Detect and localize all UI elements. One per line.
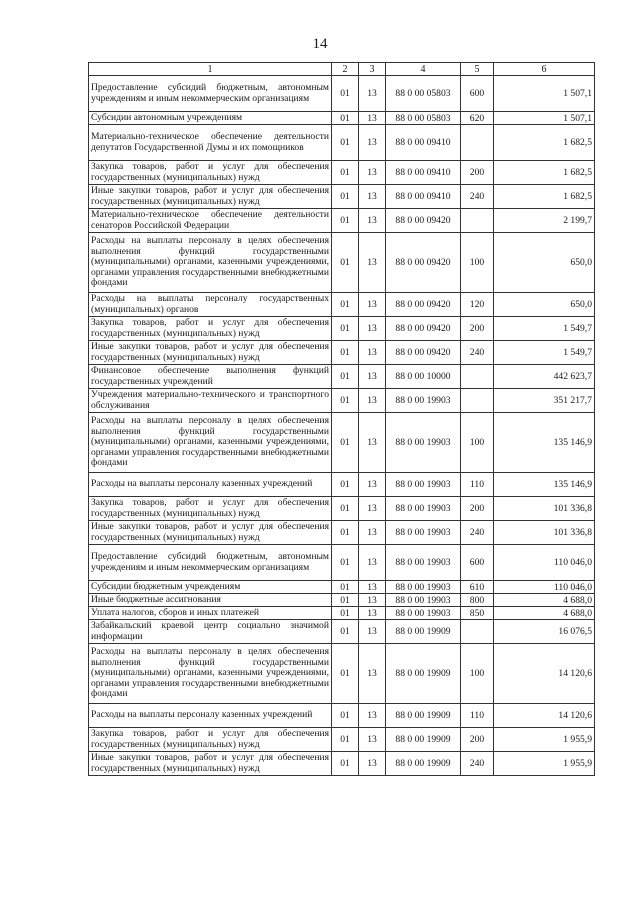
row-description: Субсидии бюджетным учреждениям bbox=[89, 581, 332, 594]
table-row bbox=[89, 497, 595, 521]
row-expense-type: 240 bbox=[461, 341, 494, 365]
row-expense-type: 110 bbox=[461, 704, 494, 728]
table-row bbox=[89, 728, 595, 752]
table-row bbox=[89, 644, 595, 704]
row-subsection: 13 bbox=[359, 233, 386, 293]
row-description: Иные бюджетные ассигнования bbox=[89, 594, 332, 607]
row-subsection: 13 bbox=[359, 644, 386, 704]
row-expense-type: 100 bbox=[461, 413, 494, 473]
row-subsection: 13 bbox=[359, 389, 386, 413]
row-amount: 1 682,5 bbox=[494, 185, 595, 209]
row-description: Иные закупки товаров, работ и услуг для обеспечения государственных (муниципальных) нужд bbox=[89, 521, 332, 545]
row-target-article: 88 0 00 19909 bbox=[386, 752, 461, 776]
row-target-article: 88 0 00 19903 bbox=[386, 497, 461, 521]
row-description: Расходы на выплаты персоналу казенных учреждений bbox=[89, 473, 332, 497]
row-amount: 1 955,9 bbox=[494, 728, 595, 752]
row-subsection: 13 bbox=[359, 728, 386, 752]
row-subsection: 13 bbox=[359, 76, 386, 112]
table-row bbox=[89, 607, 595, 620]
table-row bbox=[89, 389, 595, 413]
budget-table bbox=[88, 62, 595, 776]
row-expense-type bbox=[461, 620, 494, 644]
row-amount: 442 623,7 bbox=[494, 365, 595, 389]
row-description: Расходы на выплаты персоналу казенных учреждений bbox=[89, 704, 332, 728]
header-row bbox=[89, 63, 595, 76]
row-target-article: 88 0 00 19903 bbox=[386, 413, 461, 473]
row-amount: 110 046,0 bbox=[494, 581, 595, 594]
table-row bbox=[89, 413, 595, 473]
row-target-article: 88 0 00 09410 bbox=[386, 161, 461, 185]
row-description: Субсидии автономным учреждениям bbox=[89, 112, 332, 125]
row-subsection: 13 bbox=[359, 293, 386, 317]
table-row bbox=[89, 581, 595, 594]
row-section: 01 bbox=[332, 413, 359, 473]
row-section: 01 bbox=[332, 644, 359, 704]
table-row bbox=[89, 209, 595, 233]
row-subsection: 13 bbox=[359, 497, 386, 521]
table-row bbox=[89, 233, 595, 293]
row-subsection: 13 bbox=[359, 413, 386, 473]
row-subsection: 13 bbox=[359, 581, 386, 594]
row-subsection: 13 bbox=[359, 521, 386, 545]
table-row bbox=[89, 473, 595, 497]
row-amount: 1 682,5 bbox=[494, 125, 595, 161]
row-amount: 14 120,6 bbox=[494, 644, 595, 704]
row-section: 01 bbox=[332, 752, 359, 776]
row-target-article: 88 0 00 09420 bbox=[386, 341, 461, 365]
row-description: Предоставление субсидий бюджетным, автономным учреждениям и иным некоммерческим организациям bbox=[89, 76, 332, 112]
row-subsection: 13 bbox=[359, 607, 386, 620]
row-expense-type bbox=[461, 125, 494, 161]
column-header-2: 2 bbox=[332, 63, 359, 76]
row-expense-type bbox=[461, 209, 494, 233]
column-header-3: 3 bbox=[359, 63, 386, 76]
row-expense-type: 600 bbox=[461, 545, 494, 581]
row-description: Учреждения материально-технического и транспортного обслуживания bbox=[89, 389, 332, 413]
table-row bbox=[89, 185, 595, 209]
row-section: 01 bbox=[332, 209, 359, 233]
row-target-article: 88 0 00 19903 bbox=[386, 473, 461, 497]
table-row bbox=[89, 317, 595, 341]
row-amount: 4 688,0 bbox=[494, 594, 595, 607]
row-description: Расходы на выплаты персоналу в целях обеспечения выполнения функций государственными (муниципальными) органами, казенными учреждениями, органами управления государственными внебюджетными фондами bbox=[89, 413, 332, 473]
row-description: Закупка товаров, работ и услуг для обеспечения государственных (муниципальных) нужд bbox=[89, 317, 332, 341]
table-row bbox=[89, 112, 595, 125]
row-amount: 4 688,0 bbox=[494, 607, 595, 620]
row-subsection: 13 bbox=[359, 594, 386, 607]
row-target-article: 88 0 00 19909 bbox=[386, 644, 461, 704]
row-section: 01 bbox=[332, 125, 359, 161]
row-target-article: 88 0 00 19903 bbox=[386, 521, 461, 545]
row-description: Закупка товаров, работ и услуг для обеспечения государственных (муниципальных) нужд bbox=[89, 497, 332, 521]
row-amount: 1 549,7 bbox=[494, 341, 595, 365]
row-section: 01 bbox=[332, 594, 359, 607]
row-target-article: 88 0 00 19909 bbox=[386, 704, 461, 728]
row-target-article: 88 0 00 19903 bbox=[386, 389, 461, 413]
row-subsection: 13 bbox=[359, 317, 386, 341]
row-subsection: 13 bbox=[359, 473, 386, 497]
row-expense-type: 200 bbox=[461, 317, 494, 341]
row-section: 01 bbox=[332, 161, 359, 185]
row-section: 01 bbox=[332, 233, 359, 293]
row-amount: 650,0 bbox=[494, 233, 595, 293]
row-expense-type: 110 bbox=[461, 473, 494, 497]
row-expense-type: 240 bbox=[461, 752, 494, 776]
row-subsection: 13 bbox=[359, 185, 386, 209]
row-amount: 16 076,5 bbox=[494, 620, 595, 644]
row-amount: 351 217,7 bbox=[494, 389, 595, 413]
row-section: 01 bbox=[332, 728, 359, 752]
row-subsection: 13 bbox=[359, 704, 386, 728]
row-target-article: 88 0 00 09420 bbox=[386, 317, 461, 341]
table-row bbox=[89, 365, 595, 389]
row-description: Иные закупки товаров, работ и услуг для обеспечения государственных (муниципальных) нужд bbox=[89, 185, 332, 209]
row-subsection: 13 bbox=[359, 161, 386, 185]
table-row bbox=[89, 521, 595, 545]
row-description: Иные закупки товаров, работ и услуг для обеспечения государственных (муниципальных) нужд bbox=[89, 752, 332, 776]
row-amount: 2 199,7 bbox=[494, 209, 595, 233]
row-description: Расходы на выплаты персоналу в целях обеспечения выполнения функций государственными (муниципальными) органами, казенными учреждениями, органами управления государственными внебюджетными фондами bbox=[89, 644, 332, 704]
row-expense-type: 240 bbox=[461, 185, 494, 209]
row-description: Расходы на выплаты персоналу в целях обеспечения выполнения функций государственными (муниципальными) органами, казенными учреждениями, органами управления государственными внебюджетными фондами bbox=[89, 233, 332, 293]
row-subsection: 13 bbox=[359, 545, 386, 581]
row-target-article: 88 0 00 09410 bbox=[386, 185, 461, 209]
row-amount: 650,0 bbox=[494, 293, 595, 317]
table-row bbox=[89, 752, 595, 776]
row-subsection: 13 bbox=[359, 365, 386, 389]
column-header-4: 4 bbox=[386, 63, 461, 76]
column-header-6: 6 bbox=[494, 63, 595, 76]
table-row bbox=[89, 545, 595, 581]
row-target-article: 88 0 00 19909 bbox=[386, 620, 461, 644]
row-amount: 14 120,6 bbox=[494, 704, 595, 728]
row-description: Иные закупки товаров, работ и услуг для обеспечения государственных (муниципальных) нужд bbox=[89, 341, 332, 365]
row-description: Расходы на выплаты персоналу государственных (муниципальных) органов bbox=[89, 293, 332, 317]
column-header-5: 5 bbox=[461, 63, 494, 76]
row-expense-type: 100 bbox=[461, 233, 494, 293]
row-section: 01 bbox=[332, 497, 359, 521]
row-subsection: 13 bbox=[359, 620, 386, 644]
row-expense-type: 200 bbox=[461, 161, 494, 185]
row-description: Закупка товаров, работ и услуг для обеспечения государственных (муниципальных) нужд bbox=[89, 728, 332, 752]
row-amount: 135 146,9 bbox=[494, 413, 595, 473]
row-amount: 101 336,8 bbox=[494, 497, 595, 521]
row-target-article: 88 0 00 19903 bbox=[386, 594, 461, 607]
row-amount: 1 682,5 bbox=[494, 161, 595, 185]
row-amount: 101 336,8 bbox=[494, 521, 595, 545]
row-section: 01 bbox=[332, 293, 359, 317]
table-row bbox=[89, 341, 595, 365]
row-section: 01 bbox=[332, 76, 359, 112]
row-subsection: 13 bbox=[359, 112, 386, 125]
row-description: Предоставление субсидий бюджетным, автономным учреждениям и иным некоммерческим организациям bbox=[89, 545, 332, 581]
row-target-article: 88 0 00 19903 bbox=[386, 607, 461, 620]
row-expense-type: 800 bbox=[461, 594, 494, 607]
row-target-article: 88 0 00 19909 bbox=[386, 728, 461, 752]
row-section: 01 bbox=[332, 607, 359, 620]
row-target-article: 88 0 00 19903 bbox=[386, 581, 461, 594]
row-subsection: 13 bbox=[359, 125, 386, 161]
table-header bbox=[89, 63, 595, 76]
row-expense-type: 850 bbox=[461, 607, 494, 620]
row-subsection: 13 bbox=[359, 752, 386, 776]
row-section: 01 bbox=[332, 365, 359, 389]
row-expense-type: 600 bbox=[461, 76, 494, 112]
row-expense-type: 610 bbox=[461, 581, 494, 594]
row-section: 01 bbox=[332, 545, 359, 581]
row-section: 01 bbox=[332, 620, 359, 644]
page-number: 14 bbox=[312, 36, 328, 52]
table-row bbox=[89, 620, 595, 644]
row-description: Материально-техническое обеспечение деятельности сенаторов Российской Федерации bbox=[89, 209, 332, 233]
row-target-article: 88 0 00 05803 bbox=[386, 112, 461, 125]
row-target-article: 88 0 00 05803 bbox=[386, 76, 461, 112]
row-subsection: 13 bbox=[359, 341, 386, 365]
row-section: 01 bbox=[332, 112, 359, 125]
row-section: 01 bbox=[332, 317, 359, 341]
column-header-1: 1 bbox=[89, 63, 332, 76]
row-description: Финансовое обеспечение выполнения функций государственных учреждений bbox=[89, 365, 332, 389]
row-expense-type: 240 bbox=[461, 521, 494, 545]
table-row bbox=[89, 161, 595, 185]
row-amount: 110 046,0 bbox=[494, 545, 595, 581]
table-body bbox=[89, 76, 595, 776]
row-amount: 1 955,9 bbox=[494, 752, 595, 776]
row-section: 01 bbox=[332, 704, 359, 728]
row-expense-type: 100 bbox=[461, 644, 494, 704]
row-target-article: 88 0 00 10000 bbox=[386, 365, 461, 389]
row-description: Забайкальский краевой центр социально значимой информации bbox=[89, 620, 332, 644]
row-section: 01 bbox=[332, 341, 359, 365]
row-expense-type: 200 bbox=[461, 728, 494, 752]
row-expense-type bbox=[461, 365, 494, 389]
row-expense-type: 620 bbox=[461, 112, 494, 125]
row-target-article: 88 0 00 09410 bbox=[386, 125, 461, 161]
table-row bbox=[89, 293, 595, 317]
row-expense-type bbox=[461, 389, 494, 413]
row-expense-type: 120 bbox=[461, 293, 494, 317]
row-target-article: 88 0 00 09420 bbox=[386, 209, 461, 233]
row-amount: 1 507,1 bbox=[494, 112, 595, 125]
row-section: 01 bbox=[332, 389, 359, 413]
row-section: 01 bbox=[332, 473, 359, 497]
row-amount: 135 146,9 bbox=[494, 473, 595, 497]
row-amount: 1 507,1 bbox=[494, 76, 595, 112]
row-description: Уплата налогов, сборов и иных платежей bbox=[89, 607, 332, 620]
row-section: 01 bbox=[332, 521, 359, 545]
row-amount: 1 549,7 bbox=[494, 317, 595, 341]
row-section: 01 bbox=[332, 581, 359, 594]
row-subsection: 13 bbox=[359, 209, 386, 233]
row-target-article: 88 0 00 19903 bbox=[386, 545, 461, 581]
row-expense-type: 200 bbox=[461, 497, 494, 521]
row-target-article: 88 0 00 09420 bbox=[386, 233, 461, 293]
table-row bbox=[89, 76, 595, 112]
row-target-article: 88 0 00 09420 bbox=[386, 293, 461, 317]
row-section: 01 bbox=[332, 185, 359, 209]
row-description: Закупка товаров, работ и услуг для обеспечения государственных (муниципальных) нужд bbox=[89, 161, 332, 185]
table-row bbox=[89, 594, 595, 607]
table-row bbox=[89, 704, 595, 728]
row-description: Материально-техническое обеспечение деятельности депутатов Государственной Думы и их помощников bbox=[89, 125, 332, 161]
table-row bbox=[89, 125, 595, 161]
